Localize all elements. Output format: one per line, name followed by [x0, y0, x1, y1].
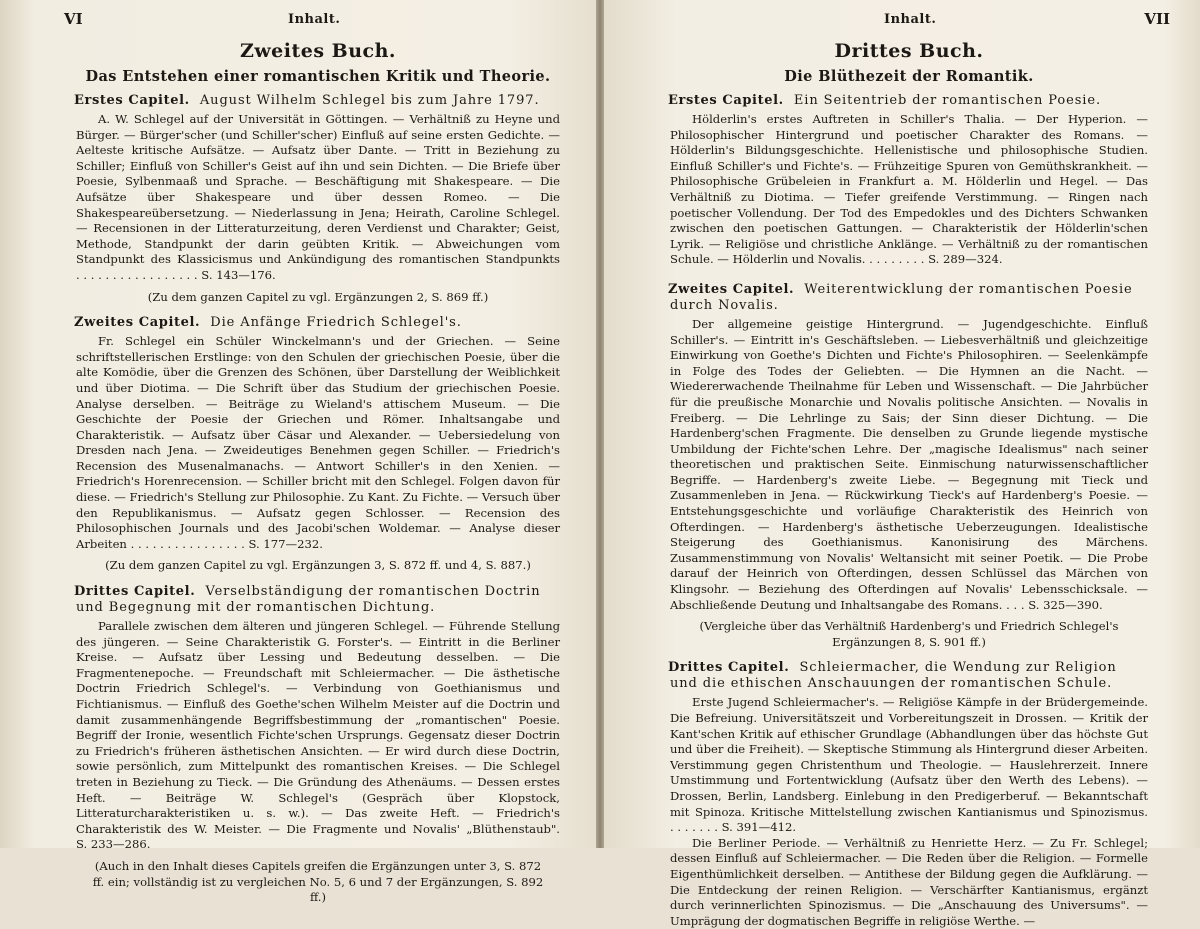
chapter-page-range: S. 233—286.	[76, 837, 151, 852]
right-page	[604, 0, 1200, 928]
right-running-head	[670, 8, 1170, 36]
chapter-summary	[76, 334, 560, 552]
chapter-title: August Wilhelm Schlegel bis zum Jahre 1797.	[199, 93, 540, 108]
chapter-title: Verselbständigung der romantischen Doctrin und Begegnung mit der romantischen Dichtung.	[76, 584, 541, 616]
chapter-heading	[670, 660, 1148, 692]
left-chapter-2	[76, 315, 560, 574]
chapter-page-range: . . . . . . . . . . . . . . . . . S. 143—176.	[76, 267, 276, 282]
right-book-title: Drittes Buch.	[834, 40, 984, 62]
chapter-summary-text: Erste Jugend Schleiermacher's. — Religiöse Kämpfe in der Brüdergemeinde. Die Befreiung. Universitätszeit und Vorbereitungszeit in Drossen. — Kritik der Kant'schen Kritik auf ethischer Grundlage (Abhandlungen über das höchste Gut und über die Freiheit). — Skeptische Stimmung als Hintergrund dieser Arbeiten. Verstimmung gegen Christenthum und Theologie. — Hauslehrerzeit. Innere Umstimmung und Fortentwicklung (Aufsatz über den Werth des Lebens). — Drossen, Berlin, Landsberg. Einlebung in den Predigerberuf. — Bekanntschaft mit Spinoza. Kritische Mittelstellung zwischen Kantianismus und Spinozismus.	[670, 695, 1148, 819]
chapter-label: Drittes Capitel.	[74, 584, 196, 600]
left-book-title: Zweites Buch.	[239, 40, 397, 62]
chapter-page-range: . . . . . . . . . . . . . . . . S. 177—232.	[130, 536, 323, 551]
right-book-subtitle: Die Blüthezeit der Romantik.	[784, 68, 1034, 85]
chapter-note: (Vergleiche über das Verhältniß Hardenberg's und Friedrich Schlegel's Ergänzungen 8, S. 901 ff.)	[699, 619, 1119, 649]
right-page-number: VII	[1144, 10, 1170, 28]
right-chapter-1	[670, 93, 1148, 268]
left-page	[0, 0, 596, 905]
right-running-title: Inhalt.	[884, 12, 937, 27]
chapter-summary-continued: Die Berliner Periode. — Verhältniß zu Henriette Herz. — Zu Fr. Schlegel; dessen Einfluß auf Schleiermacher. — Die Reden über die Religion. — Formelle Eigenthümlichkeit derselben. — Antithese der Bildung gegen die Aufklärung. — Die Entdeckung der reinen Religion. — Verschärfter Kantianismus, ergänzt durch verinnerlichten Spinozismus. — Die „Anschauung des Universums". — Umprägung der dogmatischen Begriffe in religiöse Werthe. —	[670, 835, 1148, 928]
chapter-summary-text: Hölderlin's erstes Auftreten in Schiller's Thalia. — Der Hyperion. — Philosophischer Hintergrund und poetischer Charakter des Romans. — Hölderlin's Bildungsgeschichte. Hellenistische und philosophische Studien. Einfluß Schiller's und Fichte's. — Frühzeitige Spuren von Gemüthskrankheit. — Philosophische Grübeleien in Frankfurt a. M. Hölderlin und Hegel. — Das Verhältniß zu Diotima. — Tiefer greifende Verstimmung. — Ringen nach poetischer Vollendung. Der Tod des Empedokles und des Dichters Schwanken zwischen den poetischen Gattungen. — Charakteristik der Hölderlin'schen Lyrik. — Religiöse und christliche Anklänge. — Verhältniß zu der romantischen Schule. — Hölderlin und Novalis.	[670, 112, 1148, 267]
chapter-heading	[670, 282, 1148, 314]
chapter-heading	[670, 93, 1148, 109]
chapter-summary-text: Fr. Schlegel ein Schüler Winckelmann's und der Griechen. — Seine schriftstellerischen Erstlinge: von den Schulen der griechischen Poesie, über die alte Komödie, über die Grenzen des Schönen, über Darstellung der Weiblichkeit und über Diotima. — Die Schrift über das Studium der griechischen Poesie. Analyse derselben. — Beiträge zu Wieland's attischem Museum. — Die Geschichte der Poesie der Griechen und Römer. Inhaltsangabe und Charakteristik. — Aufsatz über Cäsar und Alexander. — Uebersiedelung von Dresden nach Jena. — Zweideutiges Benehmen gegen Schiller. — Friedrich's Recension des Musenalmanachs. — Antwort Schiller's in den Xenien. — Friedrich's Horenrecension. — Schiller bricht mit den Schlegel. Folgen davon für diese. — Friedrich's Stellung zur Philosophie. Zu Kant. Zu Fichte. — Versuch über den Republikanismus. — Aufsatz gegen Schlosser. — Recension des Philosophischen Journals und des Jacobi'schen Woldemar. — Analyse dieser Arbeiten	[76, 334, 560, 551]
chapter-page-range: . . . . . . . S. 391—412.	[670, 820, 797, 835]
chapter-label: Erstes Capitel.	[668, 93, 784, 108]
chapter-title: Ein Seitentrieb der romantischen Poesie.	[793, 93, 1101, 108]
chapter-note: (Zu dem ganzen Capitel zu vgl. Ergänzungen 2, S. 869 ff.)	[147, 289, 489, 304]
left-book-subtitle: Das Entstehen einer romantischen Kritik und Theorie.	[85, 68, 551, 85]
left-running-title: Inhalt.	[288, 12, 341, 27]
chapter-summary	[76, 619, 560, 853]
right-chapter-2	[670, 282, 1148, 650]
chapter-summary	[76, 112, 560, 284]
chapter-summary-text: A. W. Schlegel auf der Universität in Göttingen. — Verhältniß zu Heyne und Bürger. — Bürger'scher (und Schiller'scher) Einfluß auf seine ersten Gedichte. — Aelteste kritische Aufsätze. — Aufsatz über Dante. — Tritt in Beziehung zu Schiller; Einfluß von Schiller's Geist auf ihn und sein Dichten. — Die Briefe über Poesie, Sylbenmaaß und Sprache. — Beschäftigung mit Shakespeare. — Die Aufsätze über Shakespeare und über dessen Romeo. — Die Shakespeareübersetzung. — Niederlassung in Jena; Heirath, Caroline Schlegel. — Recensionen in der Litteraturzeitung, deren Verdienst und Charakter; Geist, Methode, Standpunkt der darin geübten Kritik. — Abweichungen vom Standpunkt des Klassicismus und Ankündigung des romantischen Standpunkts	[76, 112, 560, 267]
chapter-summary-text: Der allgemeine geistige Hintergrund. — Jugendgeschichte. Einfluß Schiller's. — Eintritt in's Geschäftsleben. — Liebesverhältniß und gleichzeitige Einwirkung von Goethe's Dichten und Fichte's Philosophiren. — Seelenkämpfe in Folge des Todes der Geliebten. — Die Hymnen an die Nacht. — Wiedererwachende Theilnahme für Leben und Wissenschaft. — Die Jahrbücher für die preußische Monarchie und Novalis politische Ansichten. — Novalis in Freiberg. — Die Lehrlinge zu Sais; der Sinn dieser Dichtung. — Die Hardenberg'schen Fragmente. Die denselben zu Grunde liegende mystische Umbildung der Fichte'schen Lehre. Der „magische Idealismus" nach seiner theoretischen und praktischen Seite. Einmischung naturwissenschaftlicher Begriffe. — Hardenberg's zweite Liebe. — Begegnung mit Tieck und Zusammenleben in Jena. — Rückwirkung Tieck's auf Hardenberg's Poesie. — Entstehungsgeschichte und vorläufige Charakteristik des Heinrich von Ofterdingen. — Hardenberg's ästhetische Ueberzeugungen. Idealistische Steigerung des Goethianismus. Kanonisirung des Märchens. Zusammenstimmung von Novalis' Weltansicht mit seiner Poetik. — Die Probe darauf der Heinrich von Ofterdingen, dessen Schlüssel das Märchen von Klingsohr. — Beziehung des Ofterdingen auf Novalis' Lebensschicksale. — Abschließende Deutung und Inhaltsangabe des Romans.	[670, 316, 1148, 612]
chapter-heading	[76, 93, 560, 109]
right-chapter-3	[670, 660, 1148, 929]
chapter-label: Drittes Capitel.	[668, 660, 790, 676]
chapter-summary	[670, 112, 1148, 268]
chapter-note: (Auch in den Inhalt dieses Capitels greifen die Ergänzungen unter 3, S. 872 ff. ein; vollständig ist zu vergleichen No. 5, 6 und 7 der Ergänzungen, S. 892 ff.)	[92, 858, 544, 905]
left-chapter-1	[76, 93, 560, 305]
chapter-heading	[76, 315, 560, 331]
chapter-title: Die Anfänge Friedrich Schlegel's.	[210, 315, 462, 331]
chapter-label: Zweites Capitel.	[668, 281, 795, 297]
chapter-summary	[670, 317, 1148, 613]
chapter-title: Schleiermacher, die Wendung zur Religion und die ethischen Anschauungen der romantischen Schule.	[670, 660, 1117, 692]
left-page-number: VI	[64, 10, 83, 28]
chapter-note: (Zu dem ganzen Capitel zu vgl. Ergänzungen 3, S. 872 ff. und 4, S. 887.)	[105, 558, 531, 573]
chapter-title: Weiterentwicklung der romantischen Poesie durch Novalis.	[670, 281, 1133, 313]
chapter-heading	[76, 584, 560, 616]
left-chapter-3	[76, 584, 560, 906]
left-running-head	[64, 8, 560, 36]
chapter-page-range: . . . S. 325—390.	[1006, 597, 1103, 612]
chapter-label: Erstes Capitel.	[74, 93, 190, 108]
chapter-label: Zweites Capitel.	[74, 315, 201, 331]
chapter-summary-text: Parallele zwischen dem älteren und jüngeren Schlegel. — Führende Stellung des jüngeren. — Seine Charakteristik G. Forster's. — Eintritt in die Berliner Kreise. — Aufsatz über Lessing und Bedeutung desselben. — Die Fragmentenepoche. — Freundschaft mit Schleiermacher. — Die ästhetische Doctrin Friedrich Schlegel's. — Verbindung von Goethianismus und Fichtianismus. — Einfluß des Goethe'schen Wilhelm Meister auf die Doctrin und damit zusammenhängende Begriffsbestimmung der „romantischen" Poesie. Begriff der Ironie, wesentlich Fichte'schen Ursprungs. Gegensatz dieser Doctrin zu Friedrich's früheren ästhetischen Ansichten. — Er wird durch diese Doctrin, sowie persönlich, zum Mittelpunkt des romantischen Kreises. — Die Schlegel treten in Beziehung zu Tieck. — Die Gründung des Athenäums. — Dessen erstes Heft. — Beiträge W. Schlegel's (Gespräch über Klopstock, Litteraturcharakteristiken u. s. w.). — Das zweite Heft. — Friedrich's Charakteristik des W. Meister. — Die Fragmente und Novalis' „Blüthenstaub".	[76, 619, 560, 836]
chapter-summary	[670, 695, 1148, 835]
chapter-page-range: . . . . . . . . S. 289—324.	[869, 252, 1003, 267]
